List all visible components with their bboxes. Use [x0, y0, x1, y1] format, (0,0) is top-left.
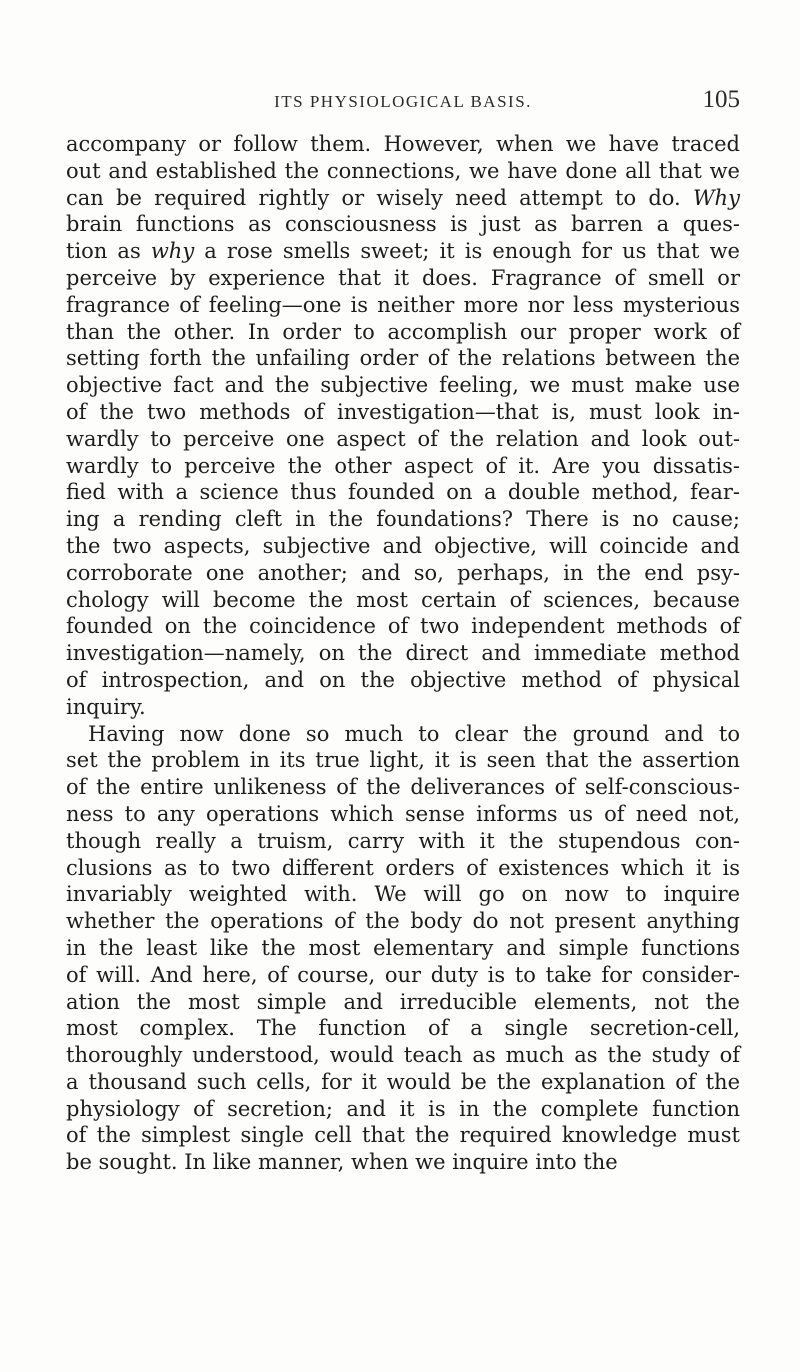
text-line: ness to any operations which sense informs us of need not, — [66, 801, 740, 826]
text-line: can be required rightly or wisely need attempt to do. Why — [66, 185, 740, 210]
text-line: fragrance of feeling—one is neither more nor less mysterious — [66, 292, 740, 317]
text-line: physiology of secretion; and it is in the complete function — [66, 1096, 740, 1121]
text-line: founded on the coincidence of two independent methods of — [66, 614, 740, 639]
text-line: perceive by experience that it does. Fragrance of smell or — [66, 265, 740, 290]
text-line: a thousand such cells, for it would be the explanation of the — [66, 1069, 740, 1094]
italic-word: Why — [692, 185, 740, 210]
text-line: of introspection, and on the objective method of physical — [66, 667, 740, 692]
text-line: inquiry. — [66, 694, 146, 719]
text-line: tion as why a rose smells sweet; it is enough for us that we — [66, 239, 740, 264]
text-line: of the simplest single cell that the required knowledge must — [66, 1123, 740, 1148]
text-line: out and established the connections, we have done all that we — [66, 158, 740, 183]
text-line: fied with a science thus founded on a double method, fear- — [66, 480, 740, 505]
text-line: wardly to perceive the other aspect of it. Are you dissatis- — [66, 453, 740, 478]
text-line: of will. And here, of course, our duty is to take for consider- — [66, 962, 740, 987]
text-line: corroborate one another; and so, perhaps, in the end psy- — [66, 560, 740, 585]
text-line: chology will become the most certain of sciences, because — [66, 587, 740, 612]
text-line: investigation—namely, on the direct and immediate method — [66, 641, 740, 666]
text-line: the two aspects, subjective and objective, will coincide and — [66, 533, 740, 558]
text-line: Having now done so much to clear the ground and to — [88, 721, 740, 746]
running-head — [66, 86, 740, 120]
text-line: in the least like the most elementary and simple functions — [66, 935, 740, 960]
running-title: ITS PHYSIOLOGICAL BASIS. — [274, 92, 532, 111]
text-line: be sought. In like manner, when we inquire into the — [66, 1150, 618, 1175]
text-line: wardly to perceive one aspect of the relation and look out- — [66, 426, 740, 451]
italic-word: why — [150, 239, 195, 264]
text-line: invariably weighted with. We will go on now to inquire — [66, 882, 740, 907]
body-text — [66, 131, 740, 1176]
text-line: whether the operations of the body do not present anything — [66, 909, 740, 934]
text-line: of the entire unlikeness of the deliverances of self-conscious- — [66, 775, 740, 800]
text-line: brain functions as consciousness is just as barren a ques- — [66, 212, 740, 237]
text-line: ation the most simple and irreducible elements, not the — [66, 989, 740, 1014]
text-line: of the two methods of investigation—that is, must look in- — [66, 399, 740, 424]
text-line: though really a truism, carry with it the stupendous con- — [66, 828, 740, 853]
text-line: ing a rending cleft in the foundations? There is no cause; — [66, 507, 740, 532]
text-line: set the problem in its true light, it is seen that the assertion — [66, 748, 740, 773]
text-line: objective fact and the subjective feeling, we must make use — [66, 373, 740, 398]
text-line: accompany or follow them. However, when we have traced — [66, 132, 740, 156]
page-number: 105 — [702, 86, 740, 113]
text-line: most complex. The function of a single secretion-cell, — [66, 1016, 740, 1041]
text-line: than the other. In order to accomplish our proper work of — [66, 319, 740, 344]
text-line: thoroughly understood, would teach as much as the study of — [66, 1043, 740, 1068]
text-line: clusions as to two different orders of existences which it is — [66, 855, 740, 880]
text-line: setting forth the unfailing order of the relations between the — [66, 346, 740, 371]
